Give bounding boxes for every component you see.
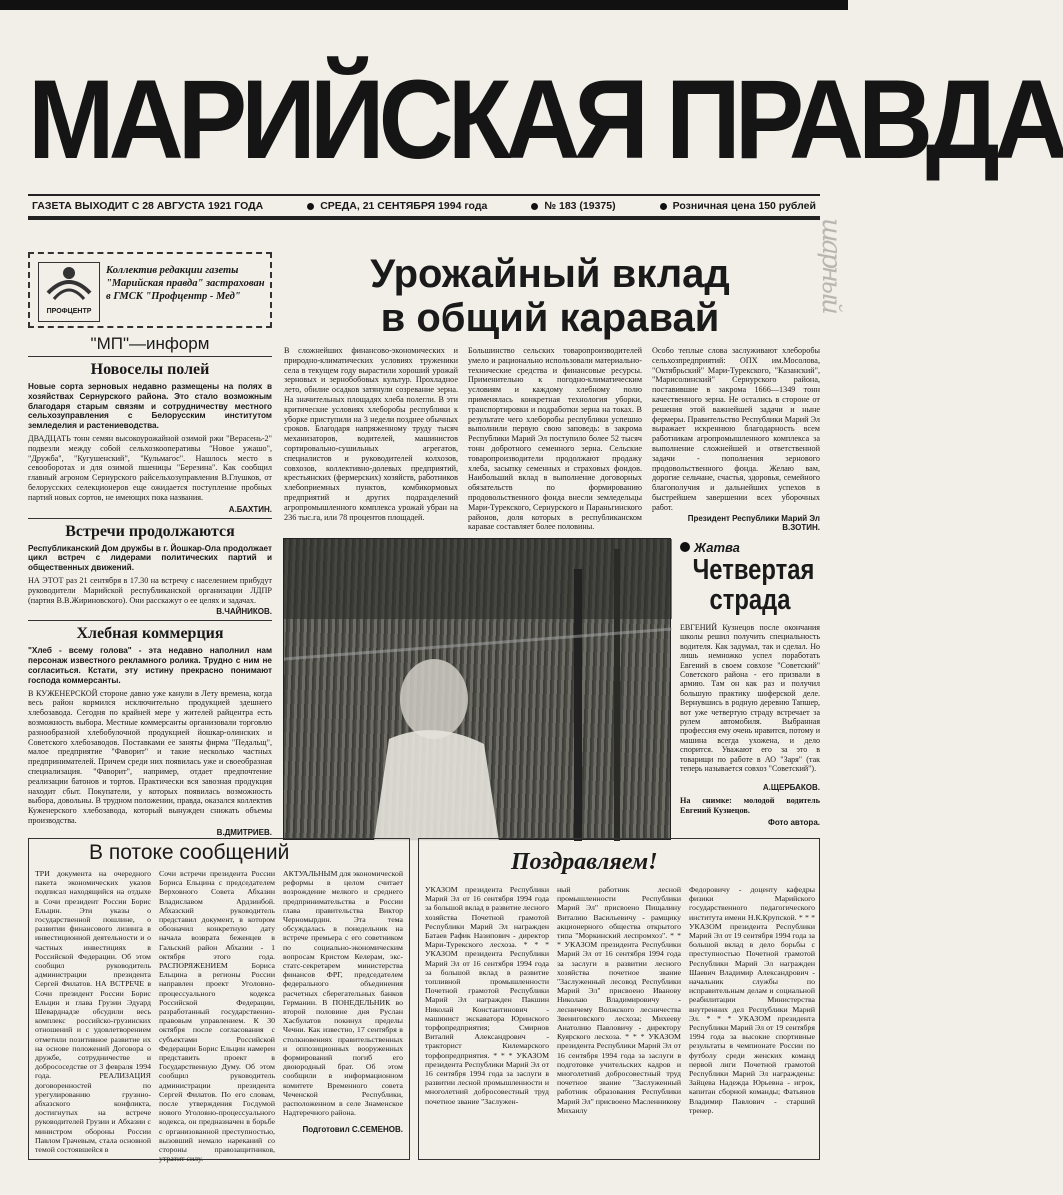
news-flow-box [28, 838, 410, 1164]
flow-text: ТРИ документа на очередного пакета экономических указов подписал находящийся на отдыхе в Сочи президент России Борис Ельцин. Эти указы о государственной пошлине, о развитии финансового лизинга в инвестиционной деятельности и о частных инвестициях в Российской Федерации. Об этом сообщил руководитель администрации президента Сергей Филатов. НА ВСТРЕЧЕ в Сочи президент России Борис Ельцин и глава Грузии Эдуард Шеварднадзе обсудили весь комплекс российско-грузинских отношений и с удовлетворением отметили позитивное развитие их на основе положений Договора о дружбе, сотрудничестве и добрососедстве от 3 февраля 1994 года. РЕАЛИЗАЦИЯ договоренностей по урегулированию грузино-абхазского конфликта, достигнутых на встрече руководителей Грузии и Абхазии с министром обороны России Павлом Грачевым, стала основной темой состоявшейся в [35, 869, 151, 1155]
harvest-body: ЕВГЕНИЙ Кузнецов после окончания школы решил получить специальность водителя. Как задумал, так и сделал. Но лишь немножко успел поработать Евгений в своем совхозе "Советский" Советского района - его призвали в армию. Там он как раз и получил большую практику шоферской деле. Вернувшись в родную деревню Тапшер, вот уже четвертую страду встречает за рулем автомобиля. Выбранная профессия ему очень нравится, потому и машина всегда ухожена, и дело спорится. Уважают его за это в товарищи по работе в АО "Заря" (так теперь называется совхоз "Советский"). [680, 623, 820, 774]
bullet-icon [660, 203, 667, 210]
news-lead: "Хлеб - всему голова" - эта недавно наполнил нам персонаж известного рекламного ролика. Трудно с ним не согласиться. Кстати, эту истину прекрасно понимают господа коммерсанты. [28, 646, 272, 685]
news-signature: В.ДМИТРИЕВ. [216, 827, 272, 837]
main-headline [290, 252, 810, 340]
article-text: В сложнейших финансово-экономических и природно-климатических условиях труженики села в текущем году вырастили хороший урожай зерновых и зернобобовых культур. Прохладное лето, обилие осадков затянули созревание зерна. На значительных площадях хлеба полегли. В эти критические условиях хлеборобы республики к уборке приступили на 3 недели позднее обычных сроков. Благодаря напряженному труду тысяч механизаторов, водителей, машинистов сортировально-сушильных агрегатов, специалистов и руководителей колхозов, совхозов, коллективно-долевых предприятий, крестьянских (фермерских) хозяйств, работников хлебоприемных пунктов, комбикормовых предприятий и других подразделений агропромышленного комплекса урожай убран на 236 тыс.га, или 78 процентов площадей. [284, 346, 458, 522]
congrats-column-3 [689, 885, 815, 1155]
news-lead: Новые сорта зерновых недавно размещены на полях в хозяйствах Сернурского района. Это стало возможным благодаря старым связям и сотрудничеству местного сельхозуправления с Белорусским институтом земледелия и растениеводства. [28, 382, 272, 431]
article-column-2 [468, 346, 642, 532]
issue-date-wrap [293, 200, 487, 212]
logo-label: ПРОФЦЕНТР [46, 308, 92, 315]
photo-image [284, 539, 672, 841]
issue-number-wrap [517, 200, 615, 212]
news-flow-title: В потоке сообщений [89, 841, 290, 864]
founded-date: ГАЗЕТА ВЫХОДИТ С 28 АВГУСТА 1921 ГОДА [32, 200, 264, 212]
harvest-column [680, 540, 820, 840]
logo-emblem-icon [40, 263, 98, 303]
news-body: В КУЖЕНЕРСКОЙ стороне давно уже канули в Лету времена, когда весь район кормился исключительно продукцией здешнего хлебозавода. Сегодня по крайней мере у жителей райцентра есть возможность выбора. Местные коммерсанты организовали торговлю разнообразной хлебобулочной продукцией йошкар-олинских и Советского хлебозаводов. Поставками ее заняты фирма "Педальщ", малое предприятие "Фаворит" и такие несколько частных предпринимателей. Причем среди них появилась уже и своеобразная специализация. "Фаворит", например, отдает предпочтение реализации батонов и тортов. Практически вся завозная продукция находит сбыт. Покупатели, у которых появилась возможность выбора, довольны. В трудном положении, правда, оказался коллектив Куженерского хлебозавода, который вынужден снижать объемы производства. [28, 688, 272, 825]
price-wrap [646, 200, 816, 212]
congrats-column-1 [425, 885, 549, 1155]
issue-date: СРЕДА, 21 СЕНТЯБРЯ 1994 года [320, 200, 488, 212]
newspaper-masthead: МАРИЙСКАЯ ПРАВДА [28, 57, 1063, 183]
margin-handwriting: шарный [816, 218, 846, 312]
congratulations-box [418, 838, 820, 1160]
top-border [0, 0, 848, 10]
harvest-rubric [680, 540, 820, 555]
article-column-1 [284, 346, 458, 532]
harvest-title-line-2: страда [709, 584, 791, 616]
issue-info-bar [28, 194, 820, 220]
news-headline-bread: Хлебная коммерция [76, 625, 224, 643]
congrats-text: ный работник лесной промышленности Республики Марий Эл" присвоено Пищалину Виталию Васильевичу - рамщику акционерного общества открытого типа "Моркинский леспромхоз". * * * УКАЗОМ президента Республики Марий Эл от 16 сентября 1994 года за заслуги в развитии лесного хозяйства почетное звание "Заслуженный лесовод Республики Марий Эл" присвоено Иванову Николаю Владимировичу - лесничему Волжского лесничества Звениговского лесхоза; Михееву Анатолию Павловичу - директору Куярского лесхоза. * * * УКАЗОМ президента Республики Марий Эл от 16 сентября 1994 года за заслуги в подготовке учительских кадров и многолетний добросовестный труд почетное звание "Заслуженный работник образования Республики Марий Эл" присвоено Масленникову Михаилу [557, 885, 681, 1115]
news-body: ДВАДЦАТЬ тонн семян высокоурожайной озимой ржи "Верасень-2" подвезли между собой сельхозкооперативы "Новое ужашо", "Дружба", "Кугушенский", "Кульмагос". Нашлось место в севооборотах и для озимой пшеницы "Березина". Как сообщил главный агроном Сернурского райсельхозуправления В.Глушков, от белорусских селекционеров еще ожидается поступление пробных партий новых сортов, не имеющих пока названия. [28, 433, 272, 502]
headline-line-2: в общий каравай [380, 296, 720, 340]
insurance-text: Коллектив редакции газеты "Марийская правда" застрахован в ГМСК "Профцентр - Мед" [106, 265, 265, 302]
mp-inform-title: "МП"—информ [28, 334, 272, 357]
driver-photo [283, 538, 671, 840]
news-headline-meetings: Встречи продолжаются [65, 522, 235, 540]
flow-column-3 [283, 869, 403, 1155]
profcentr-logo [38, 262, 100, 322]
bullet-icon [680, 542, 690, 552]
flow-text: АКТУАЛЬНЫМ для экономической реформы в целом считает возрождение мелкого и среднего предпринимательства в России глава правительства Виктор Черномырдин. Эта тема обсуждалась в понедельник на встрече премьера с его советником по социально-экономическим вопросам Кристом Келерам, экс-статс-секретарем министерства финансов ФРГ, председателем федерального объединения расчетных сберегательных банков Германии. В ПОНЕДЕЛЬНИК во второй половине дня Руслан Хасбулатов покинул пределы Чечни. Как известно, 17 сентября в столкновениях правительственных и оппозиционных вооруженных формирований погиб его двоюродный брат. Об этом сообщили в информационном комитете Временного совета Чеченской Республики, расположенном в селе Знаменское Надтеречного района. [283, 869, 403, 1118]
congrats-column-2 [557, 885, 681, 1155]
bullet-icon [531, 203, 538, 210]
article-column-3 [652, 346, 820, 532]
photo-credit: Фото автора. [768, 817, 820, 827]
mp-inform-column [28, 334, 272, 837]
harvest-title-line-1: Четвертая [692, 554, 815, 586]
congrats-text: УКАЗОМ президента Республики Марий Эл от 16 сентября 1994 года за большой вклад в развитие лесного хозяйства Почетной грамотой Республики Марий Эл награжден Батаев Рафик Назипович - директор Мари-Турекского лесхоза. * * * УКАЗОМ президента Республики Марий Эл от 16 сентября 1994 года за большой вклад в развитие топливной промышленности Почетной грамотой Республики Марий Эл награжден Пакшин Николай Константинович - машинист экскаватора Юринского торфопредприятия; Смирнов Виталий Александрович - тракторист Килемарского торфопредприятия. * * * УКАЗОМ президента Республики Марий Эл от 16 сентября 1994 года за заслуги в развитии лесной промышленности и многолетний добросовестный труд почетное звание "Заслужен- [425, 885, 549, 1106]
article-text: Большинство сельских товаропроизводителей умело и рационально использовали материально-технические средства и финансовые ресурсы. Применительно к погодно-климатическим условиям и каждому хлебному полю применялась конкретная технология уборки, транспортировки и подработки зерна на токах. В результате чего хлеборобы республики успешно выполнили первую свою заповедь: в закрома Республики Марий Эл поступило более 52 тысяч тонн добротного семенного зерна. Сельские товаропроизводители продолжают продажу хлеба, засыпку семенных и страховых фондов. Наибольший вклад в выполнение договорных обязательств по формированию продовольственного фонда внесли земледельцы Мари-Турекского, Сернурского и Параньгинского районов, доля которых в республиканском каравае составляет более половины. [468, 346, 642, 532]
flow-column-2 [159, 869, 275, 1164]
news-body: НА ЭТОТ раз 21 сентября в 17.30 на встречу с населением прибудут руководители Марийской республиканской организации ЛДПР (партия В.В.Жириновского). Они расскажут о ее целях и задачах. [28, 575, 272, 605]
news-signature: В.ЧАЙНИКОВ. [216, 607, 272, 617]
insurance-notice [28, 252, 272, 328]
news-signature: А.БАХТИН. [228, 504, 272, 514]
headline-line-1: Урожайный вклад [370, 252, 730, 296]
divider [28, 620, 272, 621]
news-headline-fields: Новоселы полей [90, 361, 210, 378]
flow-column-1 [35, 869, 151, 1155]
retail-price: Розничная цена 150 рублей [672, 200, 816, 212]
congratulations-title: Поздравляем! [511, 849, 658, 875]
article-signature: Президент Республики Марий Эл В.ЗОТИН. [687, 514, 820, 532]
divider [28, 518, 272, 519]
congrats-text: Федоровичу - доценту кафедры физики Марийского государственного педагогического института имени Н.К.Крупской. * * * УКАЗОМ президента Республики Марий Эл от 19 сентября 1994 года за большой вклад в дело борьбы с преступностью Почетной грамотой Республики Марий Эл награжден Шаевич Владимир Александрович - начальник службы по исправительным делам и социальной реабилитации Министерства внутренних дел Республики Марий Эл. * * * УКАЗОМ президента Республики Марий Эл от 19 сентября 1994 года за высокие спортивные результаты в чемпионате России по футболу среди женских команд первой лиги Почетной грамотой Республики Марий Эл награждены: Зайцева Надежда Юрьевна - игрок, капитан сборной команды; Фатьянов Владимир Павлович - старший тренер. [689, 885, 815, 1115]
news-lead: Республиканский Дом дружбы в г. Йошкар-Ола продолжает цикл встреч с лидерами политических партий и общественных движений. [28, 543, 272, 573]
harvest-title [692, 554, 815, 616]
harvest-signature: А.ЩЕРБАКОВ. [762, 783, 820, 792]
issue-number: № 183 (19375) [544, 200, 616, 212]
harvest-label: Жатва [694, 540, 740, 555]
photo-caption: На снимке: молодой водитель Евгений Кузнецов. [680, 796, 820, 815]
article-text: Особо теплые слова заслуживают хлеборобы сельхозпредприятий: ОПХ им.Мосолова, "Октябрьский" Мари-Турекского, "Казанский", "Марисолинский" Сернурского района, поставившие в закрома 1666—1349 тонн качественного зерна. Не остались в стороне от решения этой важнейшей задачи и ныне фермеры. Правительство Республики Марий Эл выражает искреннюю благодарность всем работникам агропромышленного комплекса за выполнение сложнейшей и ответственной задачи - пополнения зернового продовольственного фонда. Желаю вам, дорогие сельчане, счастья, здоровья, семейного благополучия и дальнейших успехов в быстрейшем завершении всех уборочных работ. [652, 346, 820, 512]
bullet-icon [307, 203, 314, 210]
flow-text: Сочи встречи президента России Бориса Ельцина с председателем Верховного Совета Абхазии Владиславом Ардзинбой. Абхазский руководитель представил документ, в котором обозначил конкретную дату начала возврата беженцев в Гальский район Абхазии - 1 октября этого года. РАСПОРЯЖЕНИЕМ Бориса Ельцина в регионы России направлен проект Уголовно-процессуального кодекса Российской Федерации, разработанный государственно-правовым управлением. К 30 октября после согласования с субъектами Российской Федерации Борис Ельцин намерен представить проект в Государственную Думу. Об этом сообщил руководитель администрации президента Сергей Филатов. По его словам, после утверждения Госдумой нового Уголовно-процессуального кодекса, он предназначен в борьбе с организованной преступностью, вызовший немало нареканий со стороны правозащитников, утратит силу. [159, 869, 275, 1164]
flow-signature: Подготовил С.СЕМЕНОВ. [302, 1125, 403, 1134]
